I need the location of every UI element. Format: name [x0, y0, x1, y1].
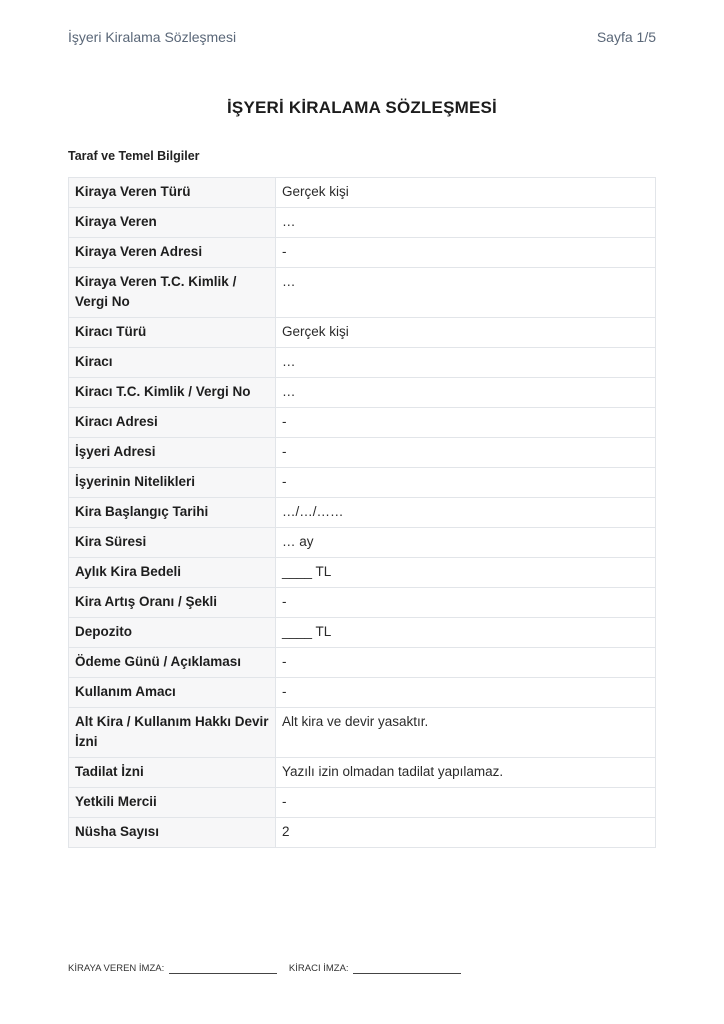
info-table: [68, 177, 656, 848]
row-label: Kira Artış Oranı / Şekli: [69, 588, 276, 618]
row-value: -: [276, 438, 656, 468]
row-value: …/…/……: [276, 498, 656, 528]
row-label: Kiracı Türü: [69, 318, 276, 348]
table-row: [69, 818, 656, 848]
row-label: Depozito: [69, 618, 276, 648]
row-value: …: [276, 348, 656, 378]
row-label: Yetkili Mercii: [69, 788, 276, 818]
row-label: Kiracı T.C. Kimlik / Vergi No: [69, 378, 276, 408]
row-value: -: [276, 238, 656, 268]
row-label: Kiracı Adresi: [69, 408, 276, 438]
row-label: Ödeme Günü / Açıklaması: [69, 648, 276, 678]
row-label: İşyeri Adresi: [69, 438, 276, 468]
row-label: Kiraya Veren: [69, 208, 276, 238]
page-indicator: Sayfa 1/5: [596, 29, 656, 45]
row-label: Kullanım Amacı: [69, 678, 276, 708]
table-row: [69, 268, 656, 318]
table-row: [69, 498, 656, 528]
page-header: [68, 29, 656, 45]
row-label: Kira Başlangıç Tarihi: [69, 498, 276, 528]
row-label: İşyerinin Nitelikleri: [69, 468, 276, 498]
table-row: [69, 318, 656, 348]
table-row: [69, 438, 656, 468]
row-value: -: [276, 408, 656, 438]
table-row: [69, 558, 656, 588]
row-value: -: [276, 468, 656, 498]
document-title: İŞYERİ KİRALAMA SÖZLEŞMESİ: [227, 98, 497, 117]
tenant-signature: [289, 963, 461, 974]
tenant-signature-line: [353, 963, 461, 974]
row-value: …: [276, 208, 656, 238]
table-row: [69, 678, 656, 708]
row-value: -: [276, 788, 656, 818]
row-value: -: [276, 678, 656, 708]
row-label: Tadilat İzni: [69, 758, 276, 788]
row-value: …: [276, 378, 656, 408]
table-row: [69, 378, 656, 408]
table-row: [69, 468, 656, 498]
row-value: -: [276, 588, 656, 618]
table-row: [69, 178, 656, 208]
row-value: Gerçek kişi: [276, 318, 656, 348]
signature-area: [68, 963, 461, 974]
table-row: [69, 348, 656, 378]
table-row: [69, 528, 656, 558]
tenant-signature-label: KİRACI İMZA:: [288, 963, 349, 974]
row-label: Alt Kira / Kullanım Hakkı Devir İzni: [69, 708, 276, 758]
row-label: Nüsha Sayısı: [69, 818, 276, 848]
table-row: [69, 648, 656, 678]
section-title: Taraf ve Temel Bilgiler: [68, 149, 200, 163]
table-row: [69, 588, 656, 618]
row-label: Aylık Kira Bedeli: [69, 558, 276, 588]
table-row: [69, 788, 656, 818]
landlord-signature: [68, 963, 277, 974]
row-value: Alt kira ve devir yasaktır.: [276, 708, 656, 758]
row-value: …: [276, 268, 656, 318]
table-row: [69, 708, 656, 758]
row-label: Kiraya Veren Adresi: [69, 238, 276, 268]
row-value: … ay: [276, 528, 656, 558]
landlord-signature-label: KİRAYA VEREN İMZA:: [68, 963, 165, 974]
table-row: [69, 408, 656, 438]
row-label: Kira Süresi: [69, 528, 276, 558]
table-row: [69, 758, 656, 788]
table-row: [69, 618, 656, 648]
row-value: Yazılı izin olmadan tadilat yapılamaz.: [276, 758, 656, 788]
row-value: ____ TL: [276, 558, 656, 588]
row-label: Kiraya Veren T.C. Kimlik / Vergi No: [69, 268, 276, 318]
row-label: Kiracı: [69, 348, 276, 378]
landlord-signature-line: [169, 963, 277, 974]
table-row: [69, 238, 656, 268]
row-value: 2: [276, 818, 656, 848]
document-name: İşyeri Kiralama Sözleşmesi: [68, 29, 237, 45]
row-label: Kiraya Veren Türü: [69, 178, 276, 208]
table-row: [69, 208, 656, 238]
row-value: -: [276, 648, 656, 678]
row-value: ____ TL: [276, 618, 656, 648]
row-value: Gerçek kişi: [276, 178, 656, 208]
